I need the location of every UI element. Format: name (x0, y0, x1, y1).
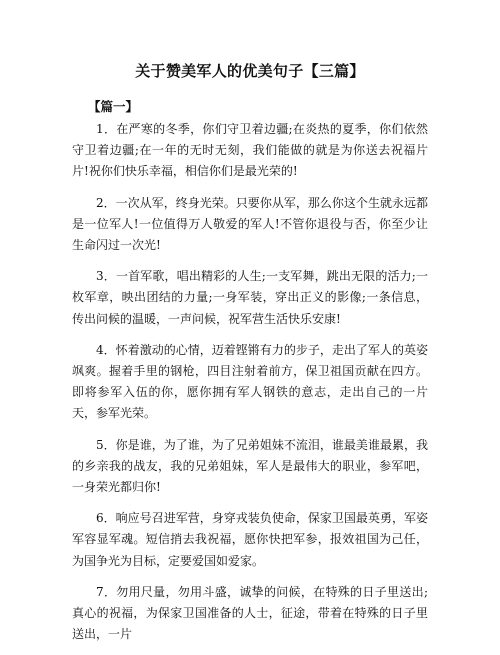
paragraph: 6．响应号召进军营，身穿戎装负使命，保家卫国最英勇，军姿军容显军魂。短信捎去我祝福，愿你快把军参，报效祖国为己任，为国争光为目标，定要爱国如爱家。 (72, 511, 428, 568)
section-label: 【篇一】 (88, 99, 139, 114)
paragraph: 3．一首军歌，唱出精彩的人生;一支军舞，跳出无限的活力;一枚军章，映出团结的力量;一身军装，穿出正义的影像;一条信息，传出问候的温暖，一声问候，祝军营生活快乐安康! (72, 269, 428, 326)
paragraph: 4．怀着激动的心情，迈着铿锵有力的步子，走出了军人的英姿飒爽。握着手里的钢枪，四目注射着前方，保卫祖国贡献在四方。即将参军入伍的你，愿你拥有军人钢铁的意志，走出自己的一片天，参军光荣。 (72, 342, 428, 421)
document-body (72, 119, 428, 655)
paragraph: 5．你是谁，为了谁，为了兄弟姐妹不流泪，谁最美谁最累，我的乡亲我的战友，我的兄弟姐妹，军人是最伟大的职业，参军吧，一身荣光都归你! (72, 437, 428, 495)
paragraph: 7．勿用尺量，勿用斗盛，诚挚的问候，在特殊的日子里送出;真心的祝福，为保家卫国准备的人士，征途，带着在特殊的日子里送出，一片 (72, 584, 428, 642)
paragraph: 1．在严寒的冬季，你们守卫着边疆;在炎热的夏季，你们依然守卫着边疆;在一年的无时无刻，我们能做的就是为你送去祝福片片!祝你们快乐幸福，相信你们是最光荣的! (72, 122, 428, 179)
paragraph: 2．一次从军，终身光荣。只要你从军，那么你这个生就永远都是一位军人!一位值得万人敬爱的军人!不管你退役与否，你至少让生命闪过一次光! (72, 195, 428, 253)
document-title: 关于赞美军人的优美句子【三篇】 (135, 62, 365, 80)
